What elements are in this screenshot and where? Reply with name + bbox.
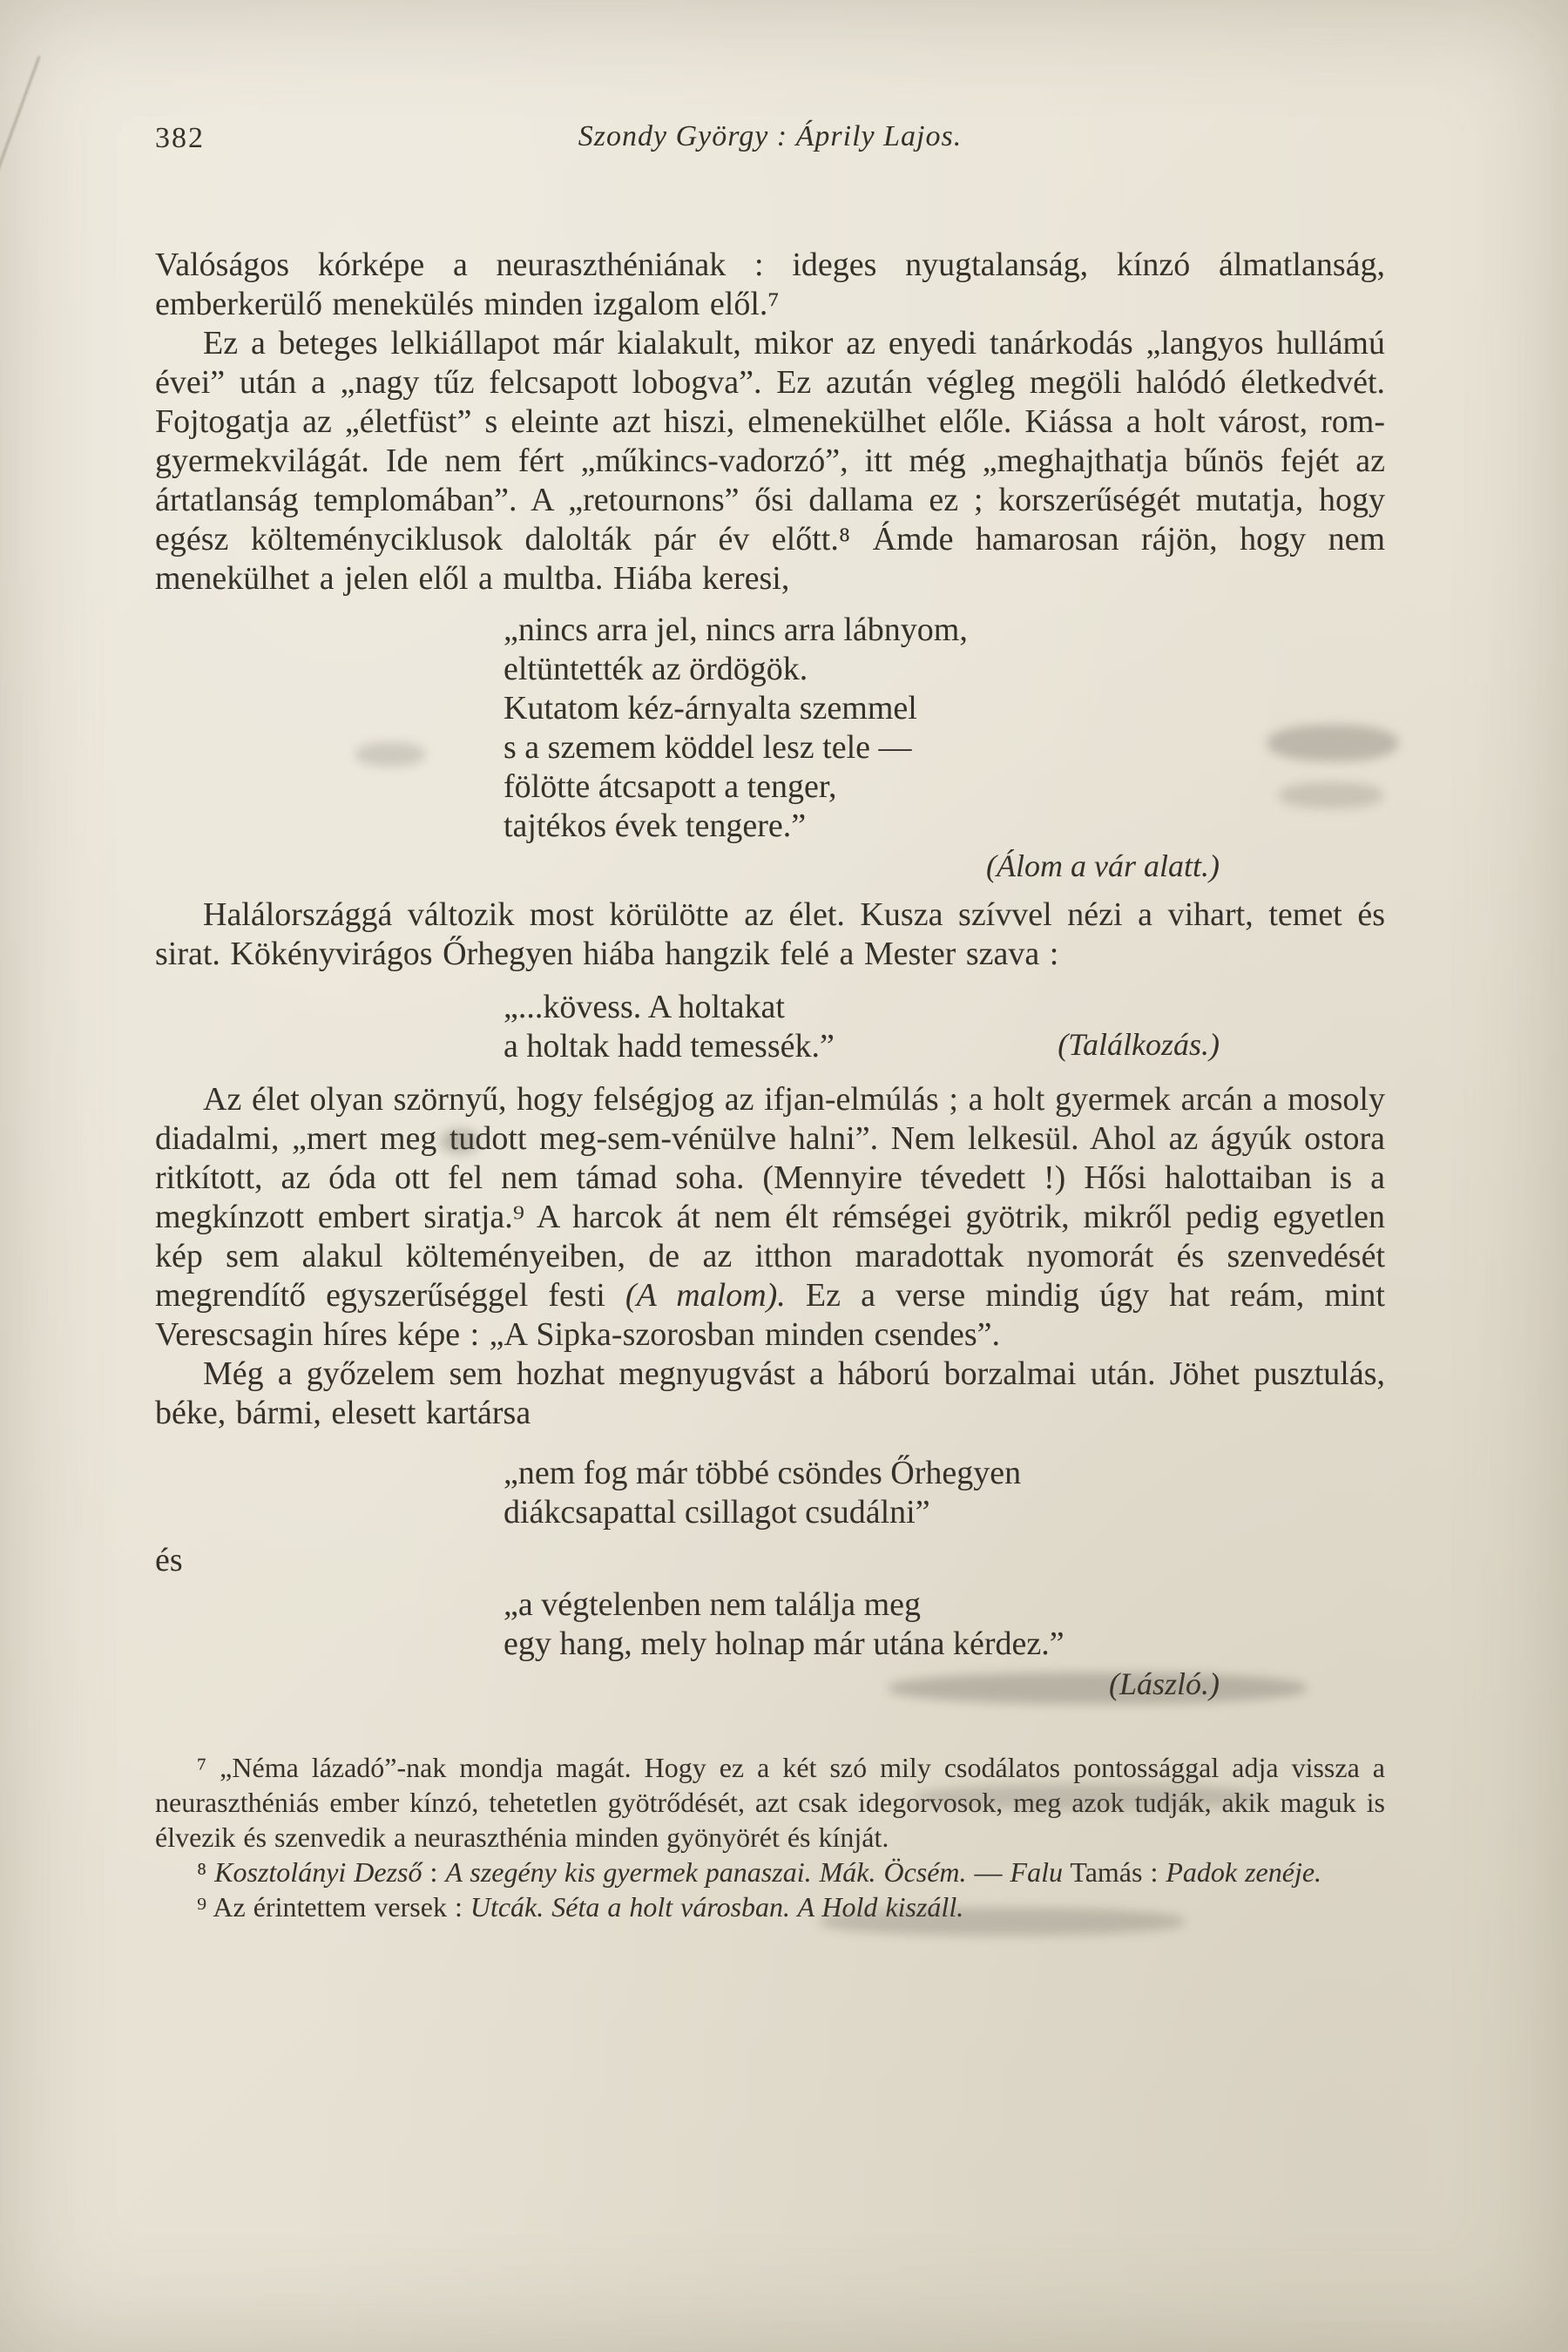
footnotes-section	[155, 1750, 1385, 1924]
poem-attribution-2: (Találkozás.)	[1058, 1027, 1220, 1062]
italic-text-segment: Kosztolányi Dezső	[214, 1856, 422, 1888]
poem-line: fölötte átcsapott a tenger,	[504, 768, 837, 805]
footnote-9	[155, 1889, 1385, 1924]
italic-text-segment: Falu	[1010, 1856, 1063, 1888]
footnote-7	[155, 1750, 1385, 1855]
connector-word: és	[155, 1542, 183, 1578]
poem-line: „nincs arra jel, nincs arra lábnyom,	[504, 612, 968, 648]
poem-line: tajtékos évek tengere.”	[504, 808, 807, 844]
paragraph-valosagos: Valóságos kórképe a neuraszthéniának : ideges nyugtalanság, kínzó álmatlanság, emberkerülő menekülés minden izgalom elől.⁷	[155, 247, 1385, 322]
poem-line: egy hang, mely holnap már utána kérdez.”	[504, 1625, 1064, 1662]
paragraph-gyozelem: Még a győzelem sem hozhat megnyugvást a háború borzalmai után. Jöhet pusztulás, béke, bármi, elesett kartársa	[155, 1355, 1385, 1431]
scan-scratch	[0, 56, 41, 179]
text-segment: ⁸	[197, 1856, 215, 1888]
text-segment: :	[422, 1856, 446, 1888]
poem-line: „nem fog már többé csöndes Őrhegyen	[504, 1455, 1022, 1491]
italic-text-segment: Utcák. Séta a holt városban. A Hold kiszáll.	[470, 1891, 964, 1923]
poem-quote-2	[504, 988, 1385, 1066]
text-segment: Ez a verse mindig úgy hat reám, mint Verescsagin híres képe : „A Sipka-szorosban minden csendes”.	[155, 1277, 1385, 1353]
running-title: Szondy György : Áprily Lajos.	[578, 120, 963, 152]
poem-line: eltüntették az ördögök.	[504, 651, 808, 687]
poem-line: „a végtelenben nem találja meg	[504, 1586, 921, 1623]
poem-line: Kutatom kéz-árnyalta szemmel	[504, 690, 917, 727]
poem-line: diákcsapattal csillagot csudálni”	[504, 1494, 930, 1531]
running-header	[155, 120, 1385, 166]
text-segment: Tamás :	[1062, 1856, 1166, 1888]
paragraph-beteges: Ez a beteges lelkiállapot már kialakult, mikor az enyedi tanárkodás „langyos hullámú évei” után a „nagy tűz felcsapott lobogva”. Ez azután végleg megöli halódó életkedvét. Fojtogatja az „életfüst” s eleinte azt hiszi, elmenekülhet előle. Kiássa a holt várost, rom-gyermekvilágát. Ide nem fért „műkincs-vadorzó”, itt még „meghajthatja bűnös fejét az ártatlanság templomában”. A „retournons” ősi dallama ez ; korszerűségét mutatja, hogy egész költeményciklusok dalolták pár év előtt.⁸ Ámde hamarosan rájön, hogy nem menekülhet a jelen elől a multba. Hiába keresi,	[155, 325, 1385, 597]
text-segment: ⁹ Az érintettem versek :	[197, 1891, 470, 1923]
italic-text-segment: (A malom).	[625, 1277, 786, 1314]
poem-line: s a szemem köddel lesz tele —	[504, 729, 912, 766]
poem-quote-1	[504, 611, 1385, 846]
poem-line: a holtak hadd temessék.”	[504, 1028, 835, 1064]
paragraph-az-elet	[155, 1080, 1385, 1355]
italic-text-segment: A szegény kis gyermek panaszai. Mák. Öcsém.	[445, 1856, 967, 1888]
poem-attribution-1: (Álom a vár alatt.)	[986, 848, 1220, 883]
footnote-8	[155, 1855, 1385, 1889]
poem-line: „...kövess. A holtakat	[504, 989, 785, 1025]
text-column	[155, 120, 1385, 1924]
poem-quote-4	[504, 1585, 1385, 1664]
text-segment: —	[966, 1856, 1010, 1888]
page-number: 382	[155, 122, 205, 154]
italic-text-segment: Padok zenéje.	[1166, 1856, 1322, 1888]
poem-attribution-4: (László.)	[1108, 1666, 1220, 1701]
text-segment: Az élet olyan szörnyű, hogy felségjog az ifjan-elmúlás ; a holt gyermek arcán a mosoly diadalmi, „mert meg tudott meg-sem-vénülve halni”. Nem lelkesül. Ahol az ágyúk ostora ritkított, az óda ott fel nem támad soha. (Mennyire tévedett !) Hősi halottaiban is a megkínzott embert siratja.⁹ A harcok át nem élt rémségei gyötrik, mikről pedig egyetlen kép sem alakul költeményeiben, de az itthon maradottak nyomorát és szenvedését megrendítő egyszerűséggel festi	[155, 1081, 1385, 1314]
poem-lines	[504, 988, 1385, 1066]
paragraph-halalorszag: Halálországgá változik most körülötte az élet. Kusza szívvel nézi a vihart, temet és sirat. Kökényvirágos Őrhegyen hiába hangzik felé a Mester szava :	[155, 896, 1385, 972]
text-segment: ⁷ „Néma lázadó”-nak mondja magát. Hogy ez a két szó mily csodálatos pontossággal adja vissza a neuraszthéniás ember kínzó, tehetetlen gyötrődését, azt csak idegorvosok, meg azok tudják, akik maguk is élvezik és szenvedik a neuraszthénia minden gyönyörét és kínját.	[155, 1752, 1385, 1853]
poem-quote-3	[504, 1454, 1385, 1532]
